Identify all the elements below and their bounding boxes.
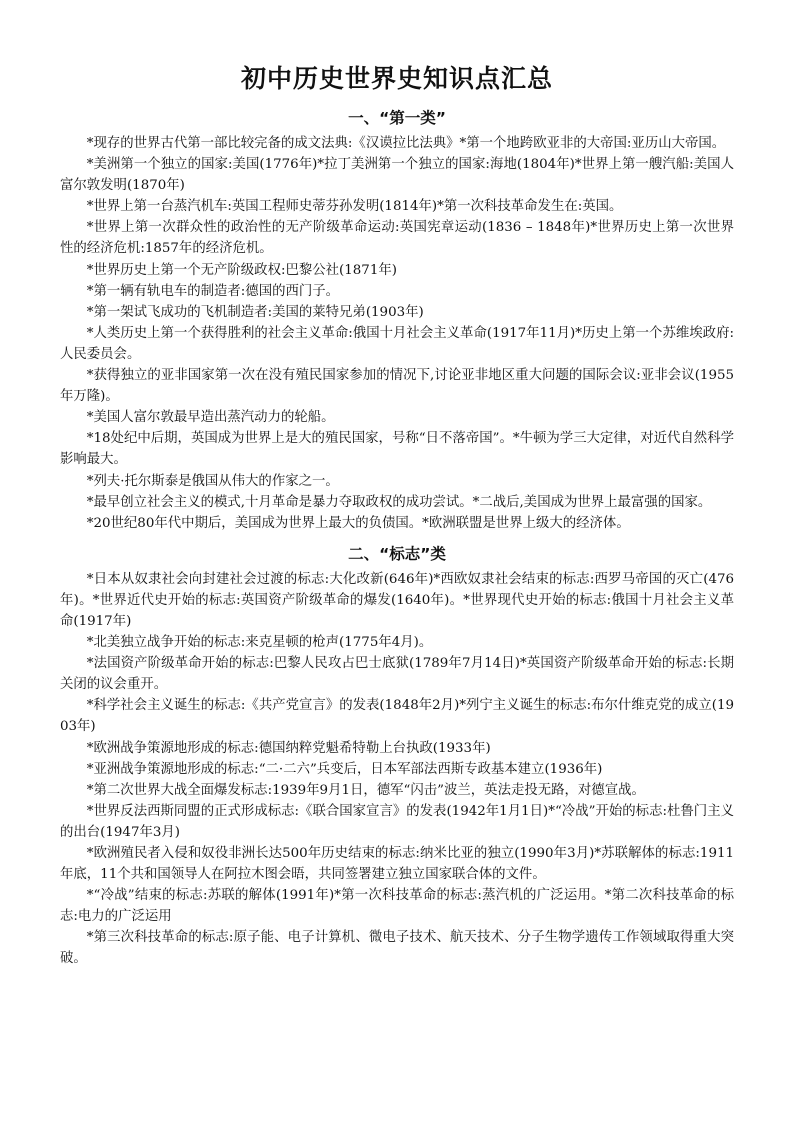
paragraph: *日本从奴隶社会向封建社会过渡的标志:大化改新(646年)*西欧奴隶社会结束的标志:西罗马帝国的灭亡(476年)。*世界近代史开始的标志:英国资产阶级革命的爆发(1640年)。*世界现代史开始的标志:俄国十月社会主义革命(1917年) bbox=[60, 571, 734, 629]
sections-container bbox=[60, 106, 734, 970]
section-1 bbox=[60, 106, 734, 534]
paragraph: *科学社会主义诞生的标志:《共产党宣言》的发表(1848年2月)*列宁主义诞生的标志:布尔什维克党的成立(1903年) bbox=[60, 698, 734, 735]
paragraph: *18处纪中后期，英国成为世界上是大的殖民国家，号称“日不落帝国”。*牛顿为学三大定律，对近代自然科学影响最大。 bbox=[60, 431, 734, 468]
paragraph: *亚洲战争策源地形成的标志:“二·二六”兵变后，日本军部法西斯专政基本建立(1936年) bbox=[86, 761, 603, 777]
paragraph: *法国资产阶级革命开始的标志:巴黎人民攻占巴士底狱(1789年7月14日)*英国资产阶级革命开始的标志:长期关闭的议会重开。 bbox=[60, 656, 734, 693]
document-title: 初中历史世界史知识点汇总 bbox=[240, 64, 553, 93]
paragraph: *世界历史上第一个无产阶级政权:巴黎公社(1871年) bbox=[86, 262, 397, 278]
paragraph: *美国人富尔敦最早造出蒸汽动力的轮船。 bbox=[86, 410, 335, 426]
paragraph: *北美独立战争开始的标志:来克星顿的枪声(1775年4月)。 bbox=[86, 635, 433, 651]
paragraph: *美洲第一个独立的国家:美国(1776年)*拉丁美洲第一个独立的国家:海地(1804年)*世界上第一艘汽船:美国人富尔敦发明(1870年) bbox=[60, 157, 734, 194]
section-heading: 二、“标志”类 bbox=[348, 544, 446, 563]
paragraph: *20世纪80年代中期后，美国成为世界上最大的负债国。*欧洲联盟是世界上级大的经济体。 bbox=[86, 515, 630, 531]
paragraph: *获得独立的亚非国家第一次在没有殖民国家参加的情况下,讨论亚非地区重大问题的国际会议:亚非会议(1955年万隆)。 bbox=[60, 368, 734, 405]
paragraph: *列夫·托尔斯泰是俄国从伟大的作家之一。 bbox=[86, 473, 339, 489]
paragraph: *世界上第一次群众性的政治性的无产阶级革命运动:英国宪章运动(1836 – 1848年)*世界历史上第一次世界性的经济危机:1857年的经济危机。 bbox=[60, 220, 734, 257]
section-heading: 一、“第一类” bbox=[348, 109, 446, 127]
paragraph: *第一架试飞成功的飞机制造者:美国的莱特兄弟(1903年) bbox=[86, 304, 424, 320]
paragraph: *世界反法西斯同盟的正式形成标志:《联合国家宣言》的发表(1942年1月1日)*“冷战”开始的标志:杜鲁门主义的出台(1947年3月) bbox=[60, 803, 734, 840]
section-2 bbox=[60, 542, 734, 970]
paragraph: *最早创立社会主义的模式,十月革命是暴力夺取政权的成功尝试。*二战后,美国成为世界上最富强的国家。 bbox=[86, 494, 712, 510]
paragraph: *现存的世界古代第一部比较完备的成文法典:《汉谟拉比法典》*第一个地跨欧亚非的大帝国:亚历山大帝国。 bbox=[86, 136, 726, 151]
paragraph: *人类历史上第一个获得胜利的社会主义革命:俄国十月社会主义革命(1917年11月)*历史上第一个苏维埃政府:人民委员会。 bbox=[60, 325, 734, 362]
paragraph: *第三次科技革命的标志:原子能、电子计算机、微电子技术、航天技术、分子生物学遗传工作领域取得重大突破。 bbox=[60, 930, 734, 967]
paragraph: *欧洲殖民者入侵和奴役非洲长达500年历史结束的标志:纳米比亚的独立(1990年3月)*苏联解体的标志:1911年底，11个共和国领导人在阿拉木图会晤，共同签署建立独立国家联合体的文件。 bbox=[60, 846, 734, 883]
paragraph: *世界上第一台蒸汽机车:英国工程师史蒂芬孙发明(1814年)*第一次科技革命发生在:英国。 bbox=[86, 199, 623, 215]
paragraph: *欧洲战争策源地形成的标志:德国纳粹党魁希特勒上台执政(1933年) bbox=[86, 740, 491, 756]
paragraph: *“冷战”结束的标志:苏联的解体(1991年)*第一次科技革命的标志:蒸汽机的广泛运用。*第二次科技革命的标志:电力的广泛运用 bbox=[60, 888, 734, 925]
paragraph: *第一辆有轨电车的制造者:德国的西门子。 bbox=[86, 283, 340, 299]
paragraph: *第二次世界大战全面爆发标志:1939年9月1日，德军“闪击”波兰，英法走投无路，对德宣战。 bbox=[86, 782, 645, 798]
